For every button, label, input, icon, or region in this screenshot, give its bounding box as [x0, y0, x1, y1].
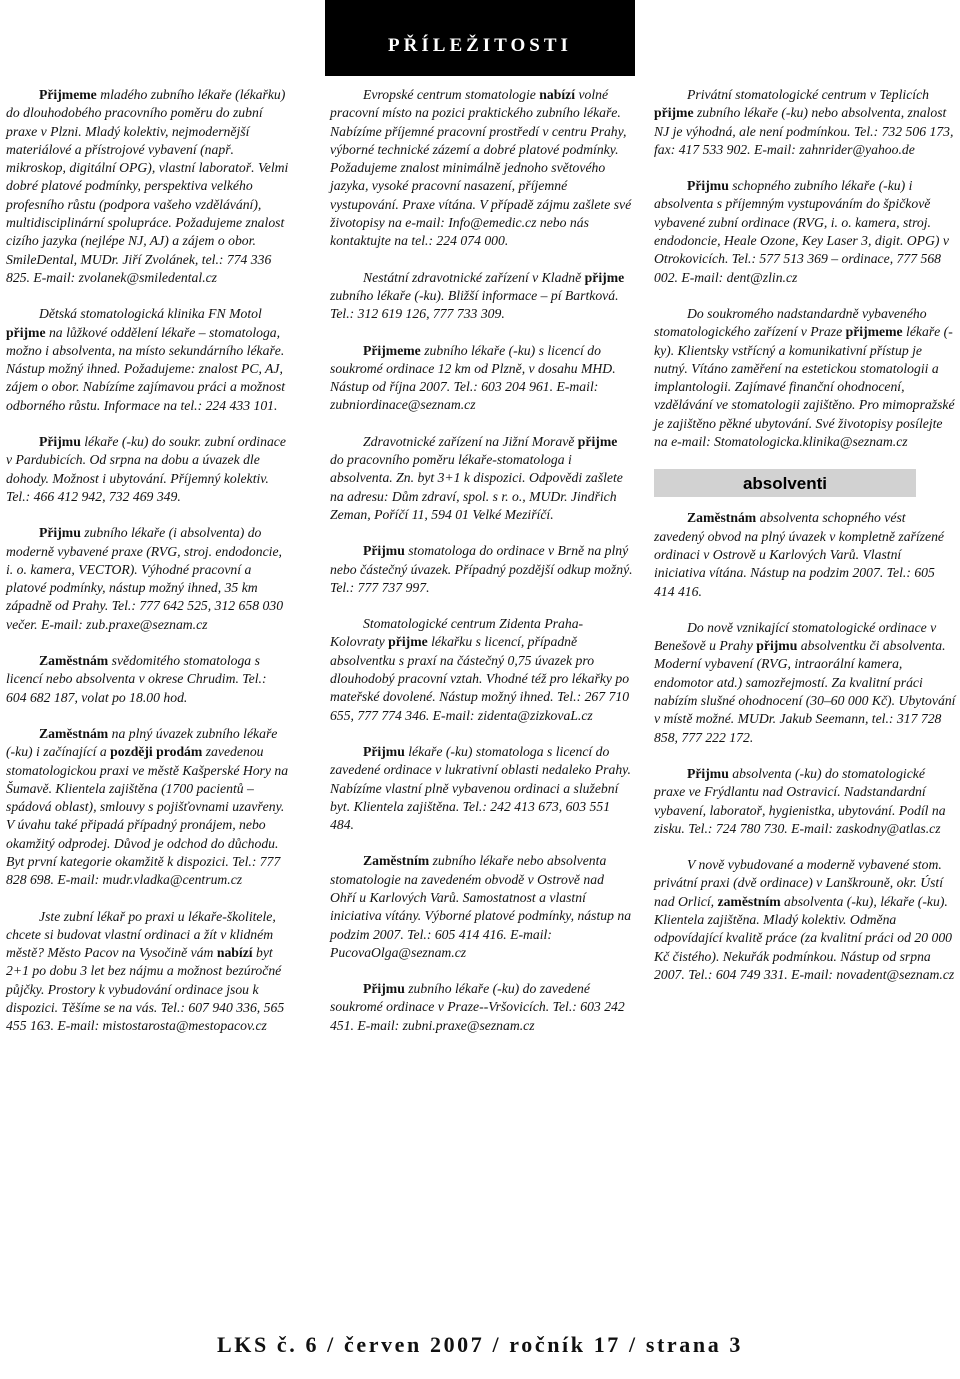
ad-text: Evropské centrum stomatologie — [363, 87, 540, 102]
ad-text: zavedenou stomatologickou praxi ve městě Kašperské Hory na Šumavě. Klientela zajištěna (1700 pacientů – spádová oblast), smlouvy s pojišťovnami uzavřeny. V úvahu také připadá případný pronájem, nebo okamžitý odprodej. Důvod je odchod do důchodu. Byt první kategorie okamžitě k dispozici. Tel.: 777 828 698. E-mail: mudr.vladka@centrum.cz — [6, 744, 289, 888]
ad-text: zubního lékaře nebo absolventa stomatologie na zavedeném obvodě v Ostrově nad Ohří u Karlových Varů. Samostatnost a vlastní iniciativa vítány. Výborné platové podmínky, nástup na podzim 2007. Tel.: 605 414 416. E-mail: PucovaOlga@seznam.cz — [330, 853, 632, 960]
ad-text: absolventa (-ku) do stomatologické praxe ve Frýdlantu nad Ostravicí. Nadstandardní vybavení, laboratoř, hygienistka, ubytování. Podíl na zisku. Tel.: 724 780 730. E-mail: zaskodny@atlas.cz — [654, 765, 946, 836]
ad-text: Zdravotnické zařízení na Jižní Moravě — [363, 433, 578, 449]
column-middle — [330, 86, 633, 1053]
job-ad — [6, 725, 289, 890]
job-ad — [654, 177, 956, 287]
ad-keyword: přijme — [388, 634, 428, 650]
ad-text: na plný úvazek zubního lékaře (-ku) i začínající a — [6, 725, 278, 760]
ad-text: svědomitého stomatologa s licencí nebo absolventa v okrese Chrudim. Tel.: 604 682 187, volat po 18.00 hod. — [6, 653, 267, 705]
ad-keyword: Přijmu — [687, 765, 729, 781]
ad-text: Jste zubní lékař po praxi u lékaře-školitele, chcete si budovat vlastní ordinaci a žít v klidném městě? Město Pacov na Vysočině vám — [6, 908, 276, 961]
ad-keyword: Zaměstnám — [39, 725, 109, 741]
ad-text: zubního lékaře (-ku) nebo absolventa, znalost NJ je výhodná, ale není podmínkou. Tel.: 732 506 173, fax: 417 533 902. E-mail: zahnrider@yahoo.de — [654, 105, 954, 157]
ad-text: lékaře (-ku) stomatologa s licencí do zavedené ordinace v lukrativní oblasti nedaleko Prahy. Nabízíme vlastní plně vybavenou ordinaci a služební byt. Klientela zajištěna. Tel.: 242 413 673, 603 551 484. — [330, 743, 631, 833]
ad-text: na lůžkové oddělení lékaře – stomatologa, možno i absolventa, na místo sekundárního lékaře. Nástup možný ihned. Požadujeme: znalost PC, AJ, zájem o obor. Nabízíme zajímavou práci a možnost odborného růstu. Informace na tel.: 224 433 101. — [6, 324, 286, 413]
job-ad — [654, 765, 956, 838]
job-ad — [6, 86, 289, 287]
job-ad — [6, 908, 289, 1036]
job-ad — [654, 619, 956, 747]
ad-keyword: zaměstním — [717, 893, 781, 909]
ad-keyword: přijme — [6, 324, 46, 340]
ad-keyword: přijmu — [756, 638, 798, 654]
job-ad — [330, 615, 633, 725]
ad-text: do pracovního poměru lékaře-stomatologa i absolventa. Zn. byt 3+1 k dispozici. Odpovědi zašlete na adresu: Dům zdraví, spol. s r. o., MUDr. Jindřich Zeman, Poříčí 11, 594 01 Velké Meziříčí. — [330, 452, 623, 522]
ad-text: zubního lékaře (i absolventa) do moderně vybavené praxe (RVG, stroj. endodoncie, i. o. kamera, VECTOR). Výhodné pracovní a platové podmínky, nástup možný ihned, 35 km západně od Prahy. Tel.: 777 642 525, 312 658 030 večer. E-mail: zub.praxe@seznam.cz — [6, 525, 284, 632]
ad-keyword: nabízí — [539, 87, 576, 102]
job-ad — [6, 305, 289, 415]
column-right-graduate-ads — [654, 509, 956, 984]
ad-keyword: přijme — [577, 433, 618, 449]
section-heading-absolventi: absolventi — [654, 469, 916, 497]
ad-keyword: Zaměstnám — [687, 510, 757, 526]
ad-text: schopného zubního lékaře (-ku) i absolventa s příjemným vystupováním do špičkově vybavené zubní ordinace (RVG, i. o. kamera, stroj. endodoncie, Heale Ozone, Key Laser 3, digit. OPG) v Otrokovicích. Tel.: 577 513 369 – ordinace, 777 568 002. E-mail: dent@zlin.cz — [654, 178, 949, 285]
job-ad — [654, 509, 956, 600]
ad-text: lékaře (-ky). Klientsky vstřícný a komunikativní přístup je nutný. Vítáno zaměření na estetickou stomatologii a implantologii. Zajímavé finanční ohodnocení, vzdělávání ve stomatologii zajištěno. Pro mimopražské je zajištěno pěkné ubytování. Své životopisy posílejte na e-mail: Stomatologicka.klinika@seznam.cz — [654, 324, 955, 450]
ad-text: zubního lékaře (-ku). Bližší informace – pí Bartková. Tel.: 312 619 126, 777 733 309. — [330, 287, 619, 322]
ad-keyword: přijmeme — [845, 324, 903, 340]
ad-text: V nově vybudované a moderně vybavené stom. privátní praxi (dvě ordinace) v Lanškrouně, okr. Ústí nad Orlicí, — [654, 857, 944, 909]
ad-text: Privátní stomatologické centrum v Teplicích — [687, 87, 930, 102]
job-ad — [330, 342, 633, 415]
ad-text: mladého zubního lékaře (lékařku) do dlouhodobého pracovního poměru do zubní praxe v Plzni. Mladý kolektiv, nejmodernější materiálové a přístrojové vybavení (např. mikroskop, digitální OPG), vlastní laboratoř. Velmi dobré platové podmínky, perspektiva velkého profesního růstu (podpora vašeho vzdělávání), multidisciplinární spolupráce. Požadujeme znalost cizího jazyka (nejlépe NJ, AJ) a zájem o obor. SmileDental, MUDr. Jiří Zvolánek, tel.: 774 336 825. E-mail: zvolanek@smiledental.cz — [6, 87, 289, 285]
section-banner: PŘÍLEŽITOSTI — [325, 0, 635, 76]
ad-text: Do nově vznikající stomatologické ordinace v Benešově u Prahy — [654, 619, 937, 654]
ad-text: lékařku s licencí, případně absolventku s praxí na částečný 0,75 úvazek pro dlouhodobý pracovní vztah. Vhodné též pro lékařky po mateřské dovolené. Nástup možný ihned. Tel.: 267 710 655, 777 774 346. E-mail: zidenta@zizkovaL.cz — [330, 634, 630, 723]
job-ad — [330, 86, 633, 251]
job-ad — [654, 86, 956, 159]
job-ad — [330, 980, 633, 1035]
ad-keyword: Přijmu — [363, 981, 405, 997]
ad-keyword: Přijmu — [363, 743, 405, 759]
ad-text: Stomatologické centrum Zidenta Praha-Kolovraty — [330, 616, 584, 650]
ad-keyword: Zaměstnám — [39, 653, 109, 669]
ad-keyword: Zaměstním — [363, 853, 430, 869]
job-ad — [330, 433, 633, 524]
ad-text: absolventa (-ku), lékaře (-ku). Klientela zajištěna. Mladý kolektiv. Odměna odpovídající kvalitě práce (za kvalitní práci od 20 000 Kč čistého). Nekuřák podmínkou. Nástup od srpna 2007. Tel.: 604 749 331. E-mail: novadent@seznam.cz — [654, 893, 955, 982]
ad-keyword: Přijmu — [363, 543, 405, 559]
job-ad — [330, 852, 633, 962]
job-ad — [330, 542, 633, 597]
ad-keyword: Přijmu — [39, 525, 81, 541]
ad-keyword: Přijmu — [39, 434, 81, 450]
ad-keyword: později prodám — [110, 744, 203, 760]
column-right-ads — [654, 86, 956, 451]
job-ad — [330, 743, 633, 834]
ad-text: volné pracovní místo na pozici praktického zubního lékaře. Nabízíme příjemné pracovní prostředí v centru Prahy, výborné technické zázemí a dobré platové podmínky. Požadujeme znalost minimálně jednoho světového jazyka, vysoké pracovní nasazení, příjemné vystupování. Praxe vítána. V případě zájmu zašlete své životopisy na e-mail: Info@emedic.cz nebo nás kontaktujte na tel.: 224 074 000. — [330, 87, 632, 249]
page-footer: LKS č. 6 / červen 2007 / ročník 17 / strana 3 — [216, 1332, 744, 1357]
ad-text: zubního lékaře (-ku) s licencí do soukromé ordinace 12 km od Plzně, v dosahu MHD. Nástup od října 2007. Tel.: 603 204 961. E-mail: zubniordinace@seznam.cz — [330, 342, 616, 413]
ad-keyword: nabízí — [216, 945, 253, 961]
ad-text: stomatologa do ordinace v Brně na plný nebo částečný úvazek. Případný pozdější odkup možný. Tel.: 777 737 997. — [330, 543, 633, 595]
ad-text: lékaře (-ku) do soukr. zubní ordinace v Pardubicích. Od srpna na dobu a úvazek dle dohody. Možnost i ubytování. Příjemný kolektiv. Tel.: 466 412 942, 732 469 349. — [6, 434, 286, 504]
ad-text: absolventku či absolventa. Moderní vybavení (RVG, intraorální kamera, endomotor atd.) samozřejmostí. Za kvalitní práci nabízím slušné ohodnocení (30–60 000 Kč). Ubytování v místě možné. MUDr. Jakub Seemann, tel.: 317 728 858, 777 222 172. — [654, 638, 956, 745]
job-ad — [6, 433, 289, 506]
job-ad — [6, 524, 289, 634]
column-right — [654, 86, 956, 1002]
ad-keyword: Přijmeme — [39, 87, 97, 102]
job-ad — [654, 305, 956, 451]
ad-text: absolventa schopného vést zavedený obvod na plný úvazek v kompletně zařízené ordinaci v Ostrově u Karlových Varů. Vlastní iniciativa vítána. Nástup na podzim 2007. Tel.: 605 414 416. — [654, 510, 944, 599]
ad-text: Dětská stomatologická klinika FN Motol — [39, 306, 262, 322]
job-ad — [6, 652, 289, 707]
column-left — [6, 86, 289, 1054]
ad-text: Do soukromého nadstandardně vybaveného stomatologického zařízení v Praze — [654, 305, 927, 340]
ad-keyword: přijme — [654, 105, 694, 121]
ad-keyword: přijme — [584, 269, 625, 285]
ad-text: byt 2+1 po dobu 3 let bez nájmu a možnost bezúročné půjčky. Prostory k vybudování ordinace jsou k dispozici. Těšíme se na vás. Tel.: 607 940 336, 565 455 163. E-mail: mistostarosta@mestopacov.cz — [6, 945, 285, 1034]
ad-keyword: Přijmu — [687, 178, 729, 194]
ad-text: zubního lékaře (-ku) do zavedené soukromé ordinace v Praze--Vršovicích. Tel.: 603 242 451. E-mail: zubni.praxe@seznam.cz — [330, 981, 625, 1033]
job-ad — [330, 269, 633, 324]
ad-keyword: Přijmeme — [363, 342, 421, 358]
ad-text: Nestátní zdravotnické zařízení v Kladně — [363, 269, 585, 285]
job-ad — [654, 856, 956, 984]
